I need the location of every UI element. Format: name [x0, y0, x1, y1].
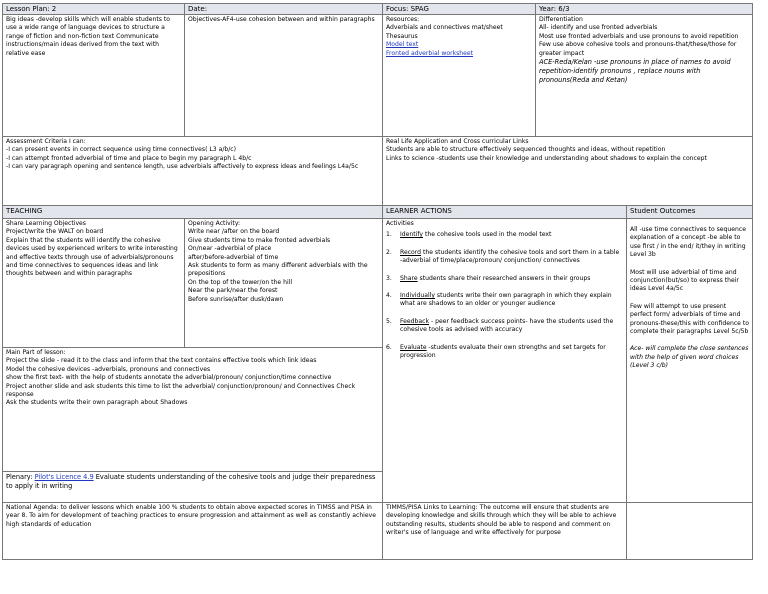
- activity-text: students share their researched answers in their groups: [417, 274, 591, 282]
- activity-keyword: Identify: [400, 231, 424, 239]
- activity-item: [386, 344, 623, 361]
- student-outcomes-cell: [626, 218, 753, 503]
- resources-item: Thesaurus: [386, 32, 418, 40]
- differentiation-cell: [535, 14, 753, 137]
- timms-pisa-text: TIMMS/PISA Links to Learning: The outcome will ensure that students are developing knowledge and skills through which they will be able to achieve outstanding results, students should be able to respond and comment on writer's use of language and write effectively for purpose: [386, 504, 617, 537]
- activities-list: [386, 231, 623, 360]
- differentiation-title: Differentiation: [539, 16, 583, 23]
- activity-number: 1.: [386, 231, 392, 239]
- teaching-header: [2, 205, 383, 219]
- outcome-most: Most will use adverbial of time and conjunction(but/so) to express their ideas Level 4a/5c: [630, 268, 739, 293]
- resources-cell: [382, 14, 536, 137]
- empty-cell: [626, 502, 753, 560]
- activities-cell: [382, 218, 627, 503]
- student-outcomes-header: [626, 205, 753, 219]
- lesson-plan-label: Lesson Plan: 2: [6, 5, 57, 13]
- opening-activity-title: Opening Activity:: [188, 220, 241, 227]
- objectives-cell: [184, 14, 383, 137]
- activity-number: 6.: [386, 343, 392, 351]
- teaching-header-label: TEACHING: [6, 207, 43, 215]
- student-outcomes-header-label: Student Outcomes: [630, 207, 696, 215]
- opening-activity-line: Near the park/near the forest: [188, 287, 278, 295]
- main-part-line: Ask the students write their own paragraph about Shadows: [6, 399, 188, 407]
- outcome-all: All -use time connectives to sequence explanation of a concept -be able to use first / in the end/ it/they in writing Level 3b: [630, 226, 746, 259]
- activity-number: 5.: [386, 317, 392, 325]
- differentiation-ace: ACE-Reda/Kelan -use pronouns in place of names to avoid repetition-identify pronouns , replace nouns with pronouns(Reda and Ketan): [539, 58, 731, 85]
- real-life-line: Students are able to structure effectively sequenced thoughts and ideas, without repetition: [386, 146, 666, 154]
- objectives-text: Objectives-AF4-use cohesion between and within paragraphs: [188, 16, 375, 23]
- activity-text: - peer feedback success points- have the students used the cohesive tools as advised with accuracy: [400, 317, 614, 334]
- big-ideas-text: Big ideas -develop skills which will enable students to use a wide range of language devices to structure a range of fiction and non-fiction text Communicate instructions/main ideas derived from the text with relative ease: [6, 16, 170, 57]
- plenary-cell: [2, 471, 383, 503]
- assessment-criteria-cell: [2, 136, 383, 206]
- opening-activity-line: after/before-adverbial of time: [188, 253, 279, 261]
- activity-item: [386, 275, 623, 283]
- national-agenda-text: National Agenda: to deliver lessons which enable 100 % students to obtain above expected scores in TIMSS and PISA in year 8. To aim for development of teaching practices to ensure progression and attainment as well as constantly achieve high standards of education: [6, 504, 376, 528]
- share-objectives-line: Explain that the students will identify the cohesive devices used by experienced writers to write interesting and effective texts through use of adverbials/pronouns and time connectives to sequences ideas and link thoughts between and within paragraphs: [6, 236, 178, 278]
- real-life-line: Links to science -students use their knowledge and understanding about shadows to explain the concept: [386, 154, 707, 162]
- real-life-title: Real Life Application and Cross curricular Links: [386, 138, 529, 145]
- learner-actions-header-label: LEARNER ACTIONS: [386, 207, 452, 215]
- resources-item: Adverbials and connectives mat/sheet: [386, 24, 503, 32]
- real-life-cell: [382, 136, 753, 206]
- activity-item: [386, 292, 623, 309]
- activity-number: 2.: [386, 248, 392, 256]
- opening-activity-cell: [184, 218, 383, 348]
- big-ideas-cell: [2, 14, 185, 137]
- model-text-link[interactable]: Model text: [386, 41, 419, 49]
- main-part-title: Main Part of lesson:: [6, 349, 66, 356]
- main-part-line: Model the cohesive devices -adverbials, pronouns and connectives: [6, 365, 211, 373]
- activity-keyword: Evaluate: [400, 343, 427, 351]
- assessment-title: Assessment Criteria I can:: [6, 138, 86, 145]
- activity-text: the cohesive tools used in the model text: [423, 231, 552, 239]
- assessment-item: -I can present events in correct sequence using time connectives( L3 a/b/c): [6, 146, 237, 154]
- learner-actions-header: [382, 205, 627, 219]
- activity-number: 4.: [386, 292, 392, 300]
- main-part-line: show the first text- with the help of students annotate the adverbial/pronoun/ conjunction/time connective: [6, 374, 332, 382]
- plenary-text: Evaluate students understanding of the cohesive tools and judge their preparedness to apply it in writing: [6, 473, 376, 491]
- main-part-cell: [2, 347, 383, 472]
- timms-pisa-cell: [382, 502, 627, 560]
- activity-text: the students identify the cohesive tools and sort them in a table -adverbial of time/place/pronoun/ conjunction/ connectives: [400, 248, 620, 265]
- plenary-label: Plenary:: [6, 473, 33, 481]
- activities-title: Activities: [386, 220, 414, 227]
- differentiation-line: Few use above cohesive tools and pronouns-that/these/those for greater impact: [539, 41, 737, 57]
- outcome-ace: Ace- will complete the close sentences with the help of given word choices (Level 3 c/b): [630, 345, 749, 370]
- opening-activity-line: On/near -adverbial of place: [188, 245, 272, 253]
- pilots-licence-link[interactable]: Pilot's Licence 4.9: [34, 473, 94, 481]
- share-objectives-title: Share Learning Objectives: [6, 220, 86, 227]
- activity-item: [386, 249, 623, 266]
- activity-item: [386, 318, 623, 335]
- opening-activity-line: Before sunrise/after dusk/dawn: [188, 295, 284, 303]
- main-part-line: Project the slide - read it to the class and inform that the text contains effective tools which link ideas: [6, 357, 317, 365]
- year-label: Year: 6/3: [539, 5, 570, 13]
- activity-text: -students evaluate their own strengths and set targets for progression: [400, 343, 606, 360]
- opening-activity-line: Give students time to make fronted adverbials: [188, 236, 331, 244]
- opening-activity-line: Write near /after on the board: [188, 228, 280, 236]
- activity-text: students write their own paragraph in which they explain what are shadows to an older or younger audience: [400, 292, 612, 308]
- share-objectives-line: Project/write the WALT on board: [6, 228, 104, 236]
- outcome-few: Few will attempt to use present perfect form/ adverbials of time and pronouns-these/this with confidence to complete their paragraphs Level 5c/5b: [630, 302, 749, 336]
- activity-keyword: Record: [400, 248, 422, 256]
- assessment-item: -I can attempt fronted adverbial of time and place to begin my paragraph L 4b/c: [6, 154, 252, 162]
- activity-number: 3.: [386, 274, 392, 282]
- activity-keyword: Individually: [400, 292, 435, 300]
- activity-keyword: Feedback: [400, 317, 430, 325]
- focus-label: Focus: SPAG: [386, 5, 429, 13]
- resources-title: Resources:: [386, 16, 420, 23]
- fronted-adverbial-worksheet-link[interactable]: Fronted adverbial worksheet: [386, 49, 474, 57]
- differentiation-line: All- identify and use fronted adverbials: [539, 24, 658, 32]
- opening-activity-line: On the top of the tower/on the hill: [188, 278, 293, 286]
- main-part-line: Project another slide and ask students this time to list the adverbial/ conjunction/pronoun/ and Connectives Check response: [6, 382, 356, 399]
- opening-activity-line: Ask students to form as many different adverbials with the prepositions: [188, 262, 368, 278]
- assessment-item: -I can vary paragraph opening and sentence length, use adverbials affectively to express ideas and feelings L4a/5c: [6, 163, 359, 171]
- national-agenda-cell: [2, 502, 383, 560]
- activity-keyword: Share: [400, 274, 418, 282]
- share-objectives-cell: [2, 218, 185, 348]
- date-label: Date:: [188, 5, 208, 13]
- activity-item: [386, 231, 623, 239]
- differentiation-line: Most use fronted adverbials and use pronouns to avoid repetition: [539, 32, 739, 40]
